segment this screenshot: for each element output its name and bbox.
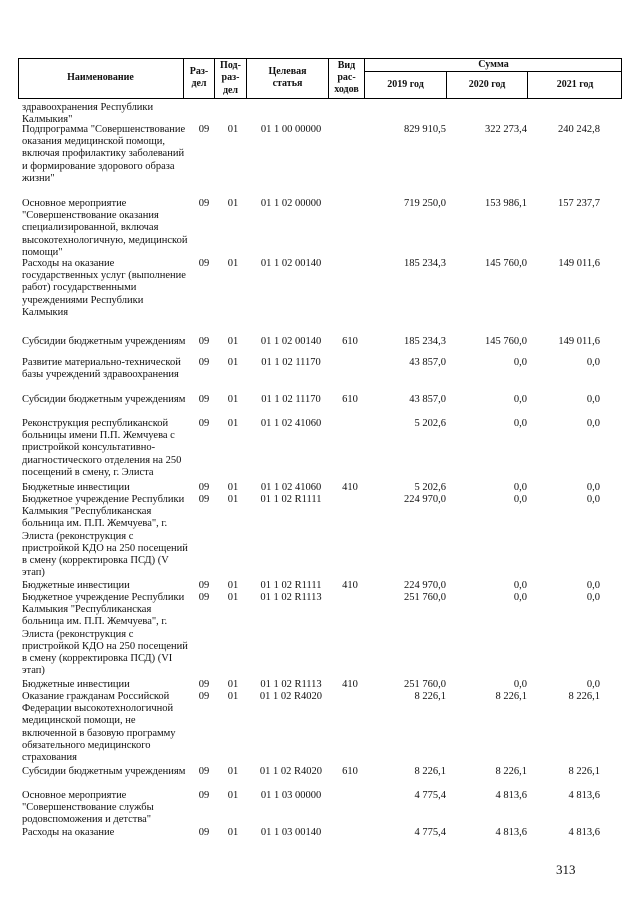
row-podrazdel: 01 — [227, 124, 239, 135]
row-razdel: 09 — [198, 827, 210, 838]
row-sum-2020: 153 986,1 — [485, 198, 527, 209]
row-sum-2019: 4 775,4 — [414, 827, 446, 838]
row-name: Субсидии бюджетным учреждениям — [22, 336, 186, 347]
row-podrazdel: 01 — [227, 679, 239, 690]
row-sum-2020: 8 226,1 — [495, 766, 527, 777]
row-name: Бюджетные инвестиции — [22, 482, 130, 493]
row-razdel: 09 — [198, 482, 210, 493]
row-podrazdel: 01 — [227, 258, 239, 269]
row-sum-2021: 240 242,8 — [558, 124, 600, 135]
row-celevaya: 01 1 02 41060 — [260, 418, 322, 429]
row-sum-2019: 4 775,4 — [414, 790, 446, 801]
row-name: Расходы на оказание — [22, 827, 115, 838]
row-sum-2021: 149 011,6 — [558, 258, 600, 269]
row-sum-2020: 322 273,4 — [485, 124, 527, 135]
header-year-2020: 2020 год — [468, 79, 506, 90]
row-sum-2021: 0,0 — [586, 482, 600, 493]
row-celevaya: 01 1 02 41060 — [260, 482, 322, 493]
row-vid: 410 — [342, 580, 358, 591]
row-sum-2021: 8 226,1 — [568, 766, 600, 777]
row-sum-2019: 43 857,0 — [409, 357, 446, 368]
header-year-2021: 2021 год — [556, 79, 594, 90]
row-sum-2021: 0,0 — [586, 357, 600, 368]
row-name: Реконструкция республиканской больницы имени П.П. Жемчуева с пристройкой консультативно-диагностического отделения на 250 посещений в смену, г. Элиста — [22, 418, 182, 478]
row-name: Основное мероприятие "Совершенствование службы родовспоможения и детства" — [22, 790, 154, 826]
row-celevaya: 01 1 02 R4020 — [259, 766, 323, 777]
row-podrazdel: 01 — [227, 482, 239, 493]
row-sum-2021: 0,0 — [586, 679, 600, 690]
row-sum-2020: 0,0 — [513, 592, 527, 603]
row-celevaya: 01 1 02 R1113 — [260, 679, 322, 690]
row-podrazdel: 01 — [227, 494, 239, 505]
row-sum-2019: 43 857,0 — [409, 394, 446, 405]
row-sum-2021: 0,0 — [586, 494, 600, 505]
row-sum-2021: 0,0 — [586, 592, 600, 603]
row-podrazdel: 01 — [227, 418, 239, 429]
row-name: Бюджетные инвестиции — [22, 580, 130, 591]
row-sum-2021: 0,0 — [586, 394, 600, 405]
row-sum-2019: 224 970,0 — [404, 494, 446, 505]
row-celevaya: 01 1 02 11170 — [261, 357, 321, 368]
row-celevaya: 01 1 03 00000 — [260, 790, 322, 801]
row-name: Бюджетное учреждение Республики Калмыкия "Республиканская больница им. П.П. Жемчуева", г. Элиста (реконструкция с пристройкой КДО на 250 посещений в смену (корректировка ПСД) (V этап) — [22, 494, 188, 579]
row-celevaya: 01 1 02 00140 — [260, 258, 322, 269]
row-celevaya: 01 1 00 00000 — [260, 124, 322, 135]
row-sum-2020: 0,0 — [513, 394, 527, 405]
row-razdel: 09 — [198, 394, 210, 405]
row-name: Основное мероприятие "Совершенствование оказания специализированной, включая высокотехнологичную, медицинской помощи" — [22, 198, 188, 258]
row-celevaya: 01 1 02 R1111 — [260, 580, 322, 591]
row-podrazdel: 01 — [227, 357, 239, 368]
row-sum-2019: 829 910,5 — [404, 124, 446, 135]
row-name: Подпрограмма "Совершенствование оказания медицинской помощи, включая профилактику заболеваний и формирование здорового образа жизни" — [22, 124, 186, 184]
row-vid: 610 — [342, 766, 358, 777]
header-celevaya-1: Целевая — [268, 66, 307, 77]
row-razdel: 09 — [198, 357, 210, 368]
row-name: Бюджетные инвестиции — [22, 679, 130, 690]
row-sum-2021: 157 237,7 — [558, 198, 600, 209]
row-name: Оказание гражданам Российской Федерации высокотехнологичной медицинской помощи, не включенной в базовую программу обязательного медицинского страхования — [22, 691, 176, 764]
row-podrazdel: 01 — [227, 691, 239, 702]
row-sum-2020: 4 813,6 — [495, 790, 527, 801]
row-celevaya: 01 1 02 00140 — [260, 336, 322, 347]
row-sum-2021: 149 011,6 — [558, 336, 600, 347]
row-sum-2020: 4 813,6 — [495, 827, 527, 838]
header-summa: Сумма — [478, 59, 509, 70]
row-sum-2020: 0,0 — [513, 482, 527, 493]
row-sum-2021: 4 813,6 — [568, 790, 600, 801]
row-sum-2019: 5 202,6 — [414, 482, 446, 493]
row-sum-2020: 0,0 — [513, 357, 527, 368]
row-podrazdel: 01 — [227, 592, 239, 603]
row-sum-2020: 0,0 — [513, 580, 527, 591]
row-sum-2019: 224 970,0 — [404, 580, 446, 591]
header-razdel-2: дел — [191, 78, 207, 89]
header-divider — [364, 71, 622, 72]
row-razdel: 09 — [198, 679, 210, 690]
row-vid: 410 — [342, 679, 358, 690]
row-celevaya: 01 1 02 R4020 — [259, 691, 323, 702]
row-vid: 410 — [342, 482, 358, 493]
row-sum-2019: 719 250,0 — [404, 198, 446, 209]
row-sum-2021: 4 813,6 — [568, 827, 600, 838]
header-year-2019: 2019 год — [387, 79, 424, 90]
row-podrazdel: 01 — [227, 198, 239, 209]
header-vid-3: ходов — [334, 84, 359, 95]
header-podrazdel-2: раз- — [221, 72, 240, 83]
row-sum-2020: 8 226,1 — [495, 691, 527, 702]
row-sum-2019: 185 234,3 — [404, 258, 446, 269]
row-sum-2020: 0,0 — [513, 418, 527, 429]
row-sum-2021: 0,0 — [586, 418, 600, 429]
row-celevaya: 01 1 02 11170 — [261, 394, 321, 405]
row-sum-2019: 5 202,6 — [414, 418, 446, 429]
row-razdel: 09 — [198, 790, 210, 801]
row-razdel: 09 — [198, 258, 210, 269]
row-razdel: 09 — [198, 418, 210, 429]
row-sum-2021: 8 226,1 — [568, 691, 600, 702]
header-vid-1: Вид — [337, 60, 356, 71]
row-name: здравоохранения Республики Калмыкия" — [22, 102, 154, 126]
row-sum-2021: 0,0 — [586, 580, 600, 591]
row-name: Развитие материально-технической базы учреждений здравоохранения — [22, 357, 181, 381]
row-sum-2020: 0,0 — [513, 494, 527, 505]
row-sum-2020: 145 760,0 — [485, 258, 527, 269]
row-podrazdel: 01 — [227, 790, 239, 801]
row-razdel: 09 — [198, 198, 210, 209]
row-sum-2020: 145 760,0 — [485, 336, 527, 347]
row-name: Субсидии бюджетным учреждениям — [22, 394, 186, 405]
header-vid-2: рас- — [337, 72, 356, 83]
row-razdel: 09 — [198, 766, 210, 777]
row-celevaya: 01 1 02 00000 — [260, 198, 322, 209]
header-razdel-1: Раз- — [189, 66, 209, 77]
row-podrazdel: 01 — [227, 766, 239, 777]
header-podrazdel-1: Под- — [220, 60, 241, 71]
header-podrazdel-3: дел — [222, 85, 239, 96]
row-podrazdel: 01 — [227, 394, 239, 405]
row-name: Субсидии бюджетным учреждениям — [22, 766, 186, 777]
header-celevaya-2: статья — [272, 78, 303, 89]
header-name: Наименование — [67, 72, 134, 83]
row-razdel: 09 — [198, 336, 210, 347]
row-sum-2019: 8 226,1 — [414, 766, 446, 777]
row-razdel: 09 — [198, 592, 210, 603]
row-sum-2019: 185 234,3 — [404, 336, 446, 347]
row-podrazdel: 01 — [227, 336, 239, 347]
row-vid: 610 — [342, 336, 358, 347]
row-celevaya: 01 1 02 R1111 — [260, 494, 322, 505]
row-celevaya: 01 1 02 R1113 — [260, 592, 322, 603]
row-razdel: 09 — [198, 124, 210, 135]
page-number: 313 — [556, 862, 576, 877]
row-name: Расходы на оказание государственных услуг (выполнение работ) государственными учреждениями Республики Калмыкия — [22, 258, 186, 318]
row-sum-2019: 8 226,1 — [414, 691, 446, 702]
row-sum-2019: 251 760,0 — [404, 679, 446, 690]
row-razdel: 09 — [198, 580, 210, 591]
row-podrazdel: 01 — [227, 827, 239, 838]
row-vid: 610 — [342, 394, 358, 405]
row-sum-2020: 0,0 — [513, 679, 527, 690]
row-celevaya: 01 1 03 00140 — [260, 827, 322, 838]
row-razdel: 09 — [198, 494, 210, 505]
row-name: Бюджетное учреждение Республики Калмыкия "Республиканская больница им. П.П. Жемчуева", г. Элиста (реконструкция с пристройкой КДО на 250 посещений в смену (корректировка ПСД) (VI этап) — [22, 592, 188, 677]
row-razdel: 09 — [198, 691, 210, 702]
row-sum-2019: 251 760,0 — [404, 592, 446, 603]
row-podrazdel: 01 — [227, 580, 239, 591]
